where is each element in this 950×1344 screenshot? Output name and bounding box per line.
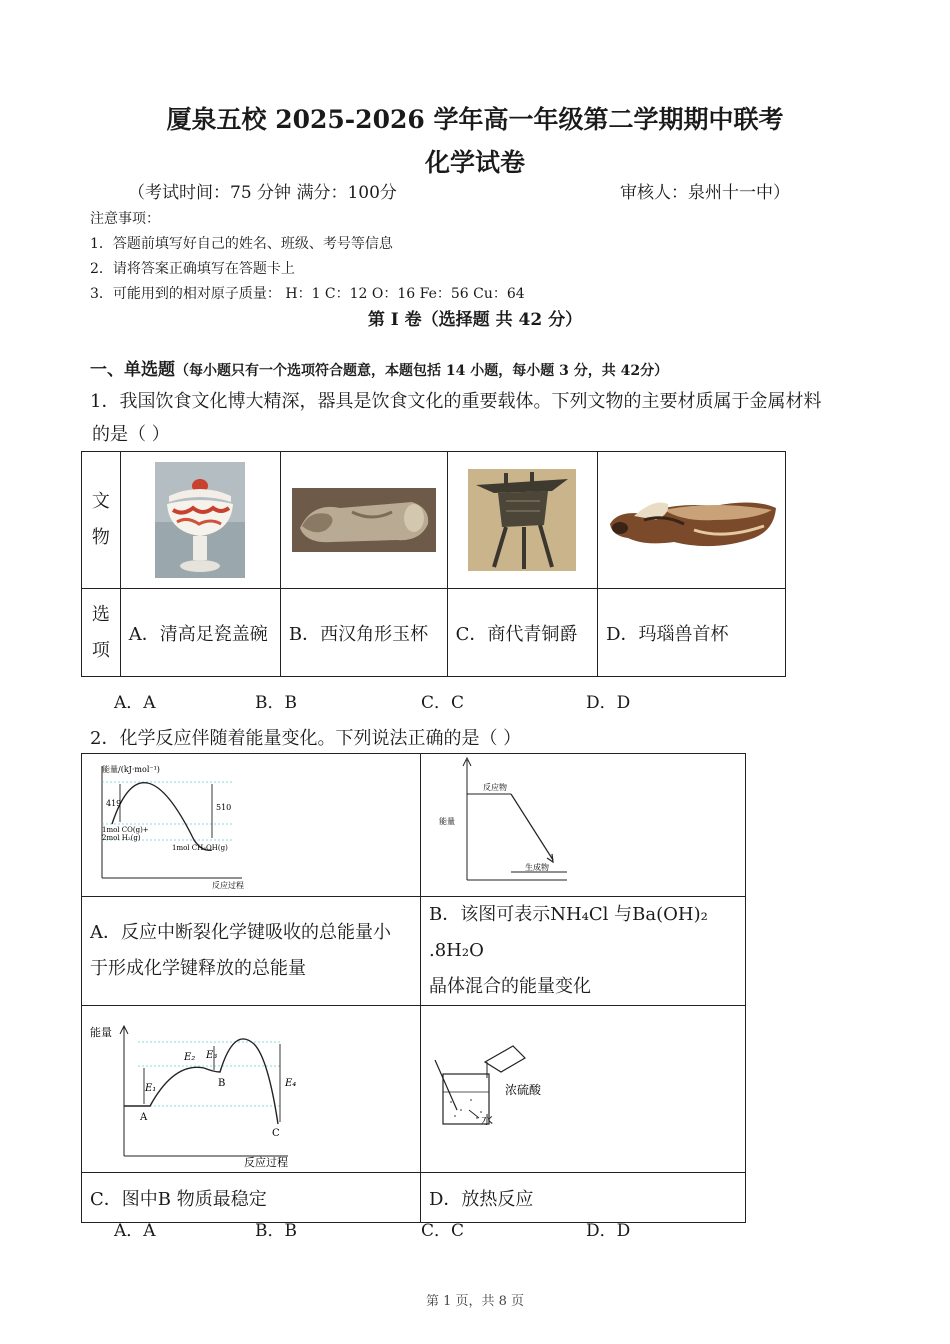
diagA-product: 1mol CH₃OH(g) [172,844,228,852]
bronze-vessel-icon [468,469,576,571]
diagA-reactant: 2mol H₂(g) [102,834,141,842]
q2-diagram-d [421,1006,746,1173]
diagA-right-value: 510 [216,803,232,812]
svg-text:A: A [140,1112,148,1123]
jade-cup-icon [292,488,436,552]
diagA-ylabel: 能量/(kJ·mol⁻¹) [102,765,160,774]
diagD-water-label: 水 [481,1113,494,1127]
notes-heading: 注意事项： [90,211,160,227]
svg-text:E₁: E₁ [145,1083,157,1094]
diagA-xlabel: 反应过程 [212,881,244,890]
q1-answer-c[interactable]: C．C [421,693,465,713]
section-title: 第 I 卷（选择题 共 42 分） [367,310,583,330]
note-item: 1．答题前填写好自己的姓名、班级、考号等信息 [90,236,393,252]
q1-answer-a[interactable]: A．A [114,693,156,713]
q2-diagram-c [82,1006,421,1173]
q1-option-a: A．清高足瓷盖碗 [120,589,280,677]
relic-image-c [447,452,597,589]
diagA-left-value: 419 [106,799,122,808]
diagB-ylabel: 能量 [439,817,455,826]
note-item: 2．请将答案正确填写在答题卡上 [90,261,295,277]
svg-text:E₃: E₃ [206,1050,218,1061]
svg-text:E₂: E₂ [184,1052,196,1063]
q2-stem: 2．化学反应伴随着能量变化。下列说法正确的是（ ） [90,728,522,749]
part-desc: （每小题只有一个选项符合题意，本题包括 14 小题，每小题 3 分，共 42分） [175,363,669,379]
diagA-reactant: 1mol CO(g)+ [102,826,149,834]
q1-option-d: D．玛瑙兽首杯 [598,589,786,677]
relic-image-d [598,452,786,589]
q1-answer-b[interactable]: B．B [255,693,297,713]
diagC-ylabel: 能量 [90,1026,112,1039]
q2-option-b: B．该图可表示NH₄Cl 与Ba(OH)₂ .8H₂O 晶体混合的能量变化 [421,897,746,1006]
diagB-top-label: 反应物 [483,783,507,792]
note-item: 3．可能用到的相对原子质量： H：1 C：12 O：16 Fe：56 Cu：64 [90,286,525,302]
q1-row-label-relic: 文 物 [82,452,121,589]
svg-text:C: C [272,1128,280,1139]
reviewer: 审核人：泉州十一中） [620,183,790,203]
page-footer: 第 1 页，共 8 页 [425,1294,525,1309]
q1-stem: 1．我国饮食文化博大精深，器具是饮食文化的重要载体。下列文物的主要材质属于金属材料 [90,391,822,412]
page-title: 厦泉五校 2025-2026 学年高一年级第二学期期中联考 [166,105,784,134]
page-subtitle: 化学试卷 [424,148,525,177]
exam-time: （考试时间：75 分钟 满分：100分 [128,183,397,203]
q2-answer-c[interactable]: C．C [421,1221,465,1241]
q2-answer-b[interactable]: B．B [255,1221,297,1241]
q2-option-d: D．放热反应 [421,1173,746,1223]
q2-answer-d[interactable]: D．D [586,1221,631,1241]
porcelain-bowl-icon [155,462,245,578]
q1-answer-d[interactable]: D．D [586,693,631,713]
q2-table [81,753,746,1223]
svg-text:B: B [218,1078,226,1089]
q2-option-a: A．反应中断裂化学键吸收的总能量小 于形成化学键释放的总能量 [82,897,421,1006]
part-label: 一、单选题 [90,360,175,380]
svg-text:E₄: E₄ [285,1078,297,1089]
agate-cup-icon [604,480,780,560]
q2-answer-a[interactable]: A．A [114,1221,156,1241]
q1-table [81,451,786,677]
q2-diagram-b [421,754,746,897]
q1-option-b: B．西汉角形玉杯 [280,589,447,677]
diagB-bottom-label: 生成物 [525,863,549,872]
q2-diagram-a [82,754,421,897]
q2-option-c: C．图中B 物质最稳定 [82,1173,421,1223]
q1-stem: 的是（ ） [92,424,170,445]
q1-row-label-option: 选 项 [82,589,121,677]
diagD-acid-label: 浓硫酸 [505,1083,542,1097]
relic-image-a [120,452,280,589]
relic-image-b [280,452,447,589]
q1-option-c: C．商代青铜爵 [447,589,597,677]
diagC-xlabel: 反应过程 [244,1156,288,1168]
